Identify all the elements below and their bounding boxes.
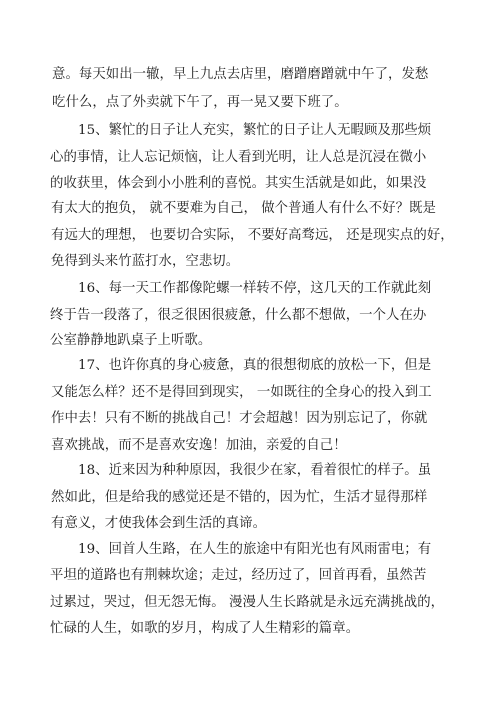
text-line: 又能怎么样？还不是得回到现实， 一如既往的全身心的投入到工 <box>51 385 432 400</box>
paragraph-first-line: 19、回首人生路，在人生的旅途中有阳光也有风雨雷电；有 <box>78 542 432 557</box>
text-line: 有意义，才使我体会到生活的真谛。 <box>51 516 267 531</box>
text-line: 平坦的道路也有荆棘坎途；走过，经历过了，回首再看，虽然苦 <box>50 568 427 583</box>
text-line: 免得到头来竹蓝打水，空悲切。 <box>51 254 240 269</box>
text-line: 心的事情，让人忘记烦恼，让人看到光明，让人总是沉浸在微小 <box>50 150 427 165</box>
text-line: 然如此，但是给我的感觉还是不错的，因为忙，生活才显得那样 <box>51 490 428 505</box>
text-line: 有太大的抱负， 就不要难为自己， 做个普通人有什么不好？既是 <box>51 201 436 216</box>
text-line: 意。每天如出一辙，早上九点去店里，磨蹭磨蹭就中午了，发愁 <box>52 67 429 82</box>
text-line: 有远大的理想， 也要切合实际， 不要好高骛远， 还是现实点的好， <box>51 228 454 243</box>
text-line: 喜欢挑战，而不是喜欢安逸！加油，亲爱的自己！ <box>51 438 347 453</box>
text-line: 公室静静地趴桌子上听歌。 <box>50 333 212 348</box>
text-line: 过累过，哭过，但无怨无悔。 漫漫人生长路就是永远充满挑战的， <box>50 595 445 610</box>
paragraph-first-line: 15、繁忙的日子让人充实，繁忙的日子让人无暇顾及那些烦 <box>78 123 432 138</box>
paragraph-first-line: 18、近来因为种种原因，我很少在家，看着很忙的样子。虽 <box>78 463 432 478</box>
text-line: 忙碌的人生，如歌的岁月，构成了人生精彩的篇章。 <box>50 621 360 636</box>
text-line: 作中去！只有不断的挑战自己！才会超越！因为别忘记了，你就 <box>51 411 428 426</box>
text-line: 吃什么，点了外卖就下午了，再一晃又要下班了。 <box>52 95 348 110</box>
text-line: 终于告一段落了，很乏很困很疲惫，什么都不想做，一个人在办 <box>50 308 427 323</box>
paragraph-first-line: 16、每一天工作都像陀螺一样转不停，这几天的工作就此刻 <box>78 281 432 296</box>
text-line: 的收获里，体会到小小胜利的喜悦。其实生活就是如此，如果没 <box>50 176 427 191</box>
paragraph-first-line: 17、也许你真的身心疲惫，真的很想彻底的放松一下，但是 <box>78 358 432 373</box>
